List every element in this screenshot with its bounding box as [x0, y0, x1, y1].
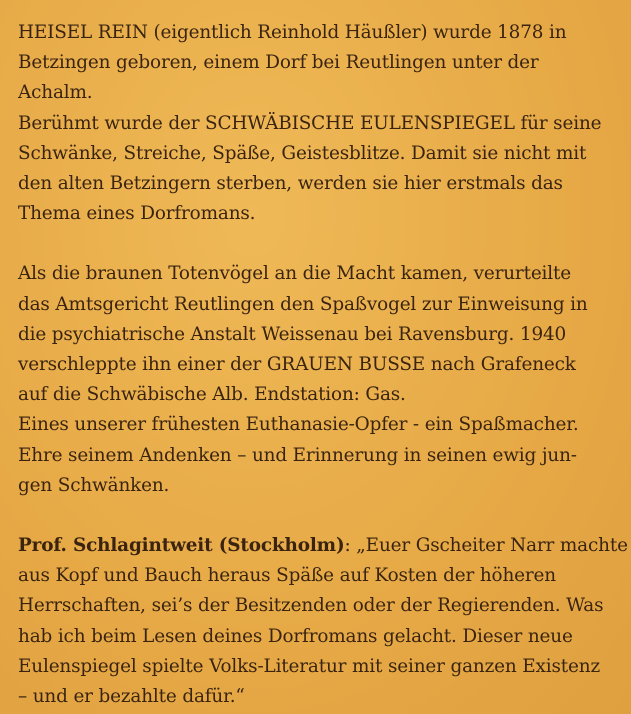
text-line: Betzingen geboren, einem Dorf bei Reutlingen unter der [18, 52, 539, 74]
paragraph-spacer [18, 501, 613, 531]
text-line: Ehre seinem Andenken – und Erinnerung in seinen ewig jun- [18, 444, 577, 466]
text-line: – und er bezahlte dafür.“ [18, 686, 245, 708]
text-line: Berühmt wurde der SCHWÄBISCHE EULENSPIEGEL für seine [18, 112, 602, 134]
quote-speaker: Prof. Schlagintweit (Stockholm) [18, 535, 345, 557]
text-line: Thema eines Dorfromans. [18, 203, 256, 225]
text-line: Herrschaften, sei’s der Besitzenden oder der Regierenden. Was [18, 595, 604, 617]
text-line: Eines unserer frühesten Euthanasie-Opfer - ein Spaßmacher. [18, 414, 579, 436]
quote-opening: : „Euer Gscheiter Narr machte [344, 535, 628, 557]
paragraph-biography [18, 18, 613, 229]
text-line: HEISEL REIN (eigentlich Reinhold Häußler) wurde 1878 in [18, 22, 567, 43]
text-line: das Amtsgericht Reutlingen den Spaßvogel zur Einweisung in [18, 293, 588, 315]
paragraph-quote [18, 531, 628, 712]
paragraph-spacer [18, 229, 613, 259]
text-line: aus Kopf und Bauch heraus Späße auf Kosten der höheren [18, 565, 556, 587]
quote-first-line [18, 531, 628, 561]
paragraph-history [18, 259, 613, 501]
text-line: hab ich beim Lesen deines Dorfromans gelacht. Dieser neue [18, 625, 573, 647]
text-line: verschleppte ihn einer der GRAUEN BUSSE nach Grafeneck [18, 354, 576, 376]
text-line: auf die Schwäbische Alb. Endstation: Gas. [18, 384, 406, 406]
text-line: Schwänke, Streiche, Späße, Geistesblitze. Damit sie nicht mit [18, 142, 587, 164]
text-line: gen Schwänken. [18, 474, 170, 496]
text-line: die psychiatrische Anstalt Weissenau bei Ravensburg. 1940 [18, 323, 567, 345]
text-line: den alten Betzingern sterben, werden sie hier erstmals das [18, 173, 563, 195]
text-line: Als die braunen Totenvögel an die Macht kamen, verurteilte [18, 263, 571, 285]
text-line: Achalm. [18, 82, 93, 104]
text-line: Eulenspiegel spielte Volks-Literatur mit seiner ganzen Existenz [18, 655, 600, 677]
